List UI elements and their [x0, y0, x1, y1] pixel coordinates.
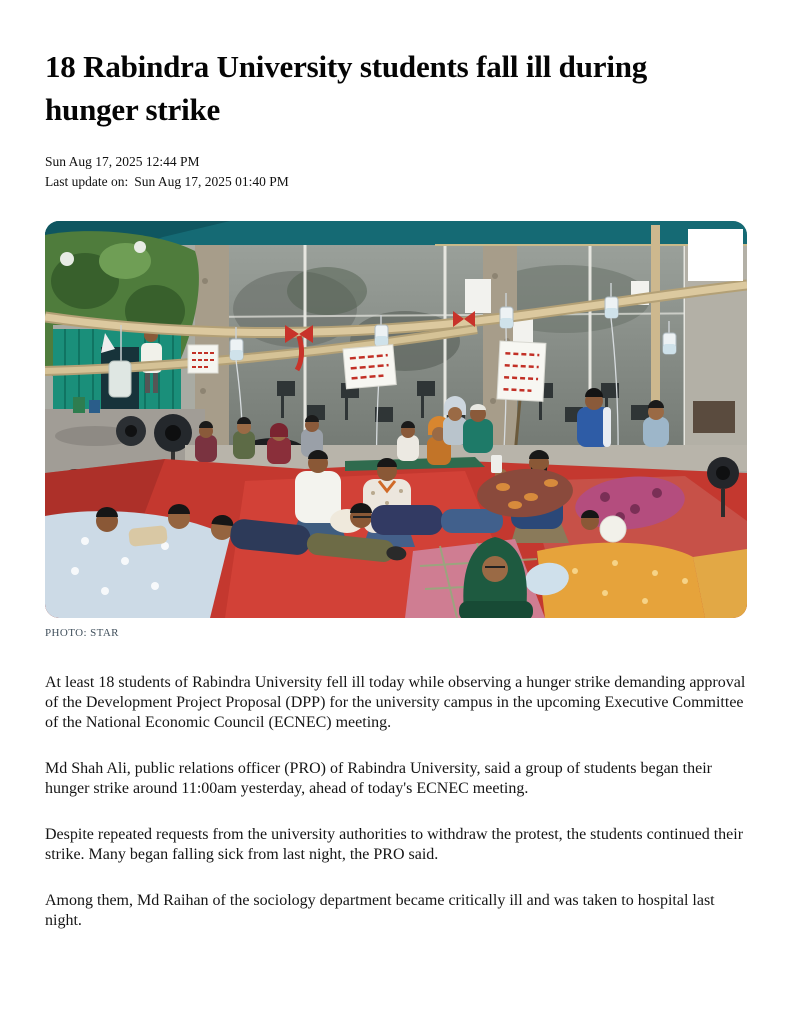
- article-paragraph: Md Shah Ali, public relations officer (PRO) of Rabindra University, said a group of students began their hunger strike around 11:00am yesterday, ahead of today's ECNEC meeting.: [45, 760, 712, 798]
- article-photo: [45, 221, 747, 618]
- photo-credit: PHOTO: STAR: [45, 627, 119, 640]
- blanket-lightblue: [45, 512, 230, 619]
- last-update-date: Sun Aug 17, 2025 01:40 PM: [134, 174, 289, 190]
- article-paragraph: Despite repeated requests from the university authorities to withdraw the protest, the students continued their strike. Many began falling sick from last night, the PRO said.: [45, 826, 744, 864]
- article-title: 18 Rabindra University students fall ill during hunger strike: [45, 49, 648, 127]
- last-update-label: Last update on:: [45, 174, 129, 190]
- article-paragraph: Among them, Md Raihan of the sociology department became critically ill and was taken to hospital last night.: [45, 892, 715, 930]
- publish-date: Sun Aug 17, 2025 12:44 PM: [45, 153, 200, 169]
- article-figure: [45, 221, 747, 639]
- article-dates: [45, 152, 747, 194]
- blank-watermark-box: [688, 229, 743, 281]
- article-paragraph: At least 18 students of Rabindra University fell ill today while observing a hunger strike demanding approval of the Development Project Proposal (DPP) for the university campus in the upcoming Executive Committee of the National Economic Council (ECNEC) meeting.: [45, 674, 746, 732]
- article-photo-illustration: [45, 221, 747, 618]
- last-update-line: [45, 172, 747, 193]
- article-body: [45, 673, 747, 931]
